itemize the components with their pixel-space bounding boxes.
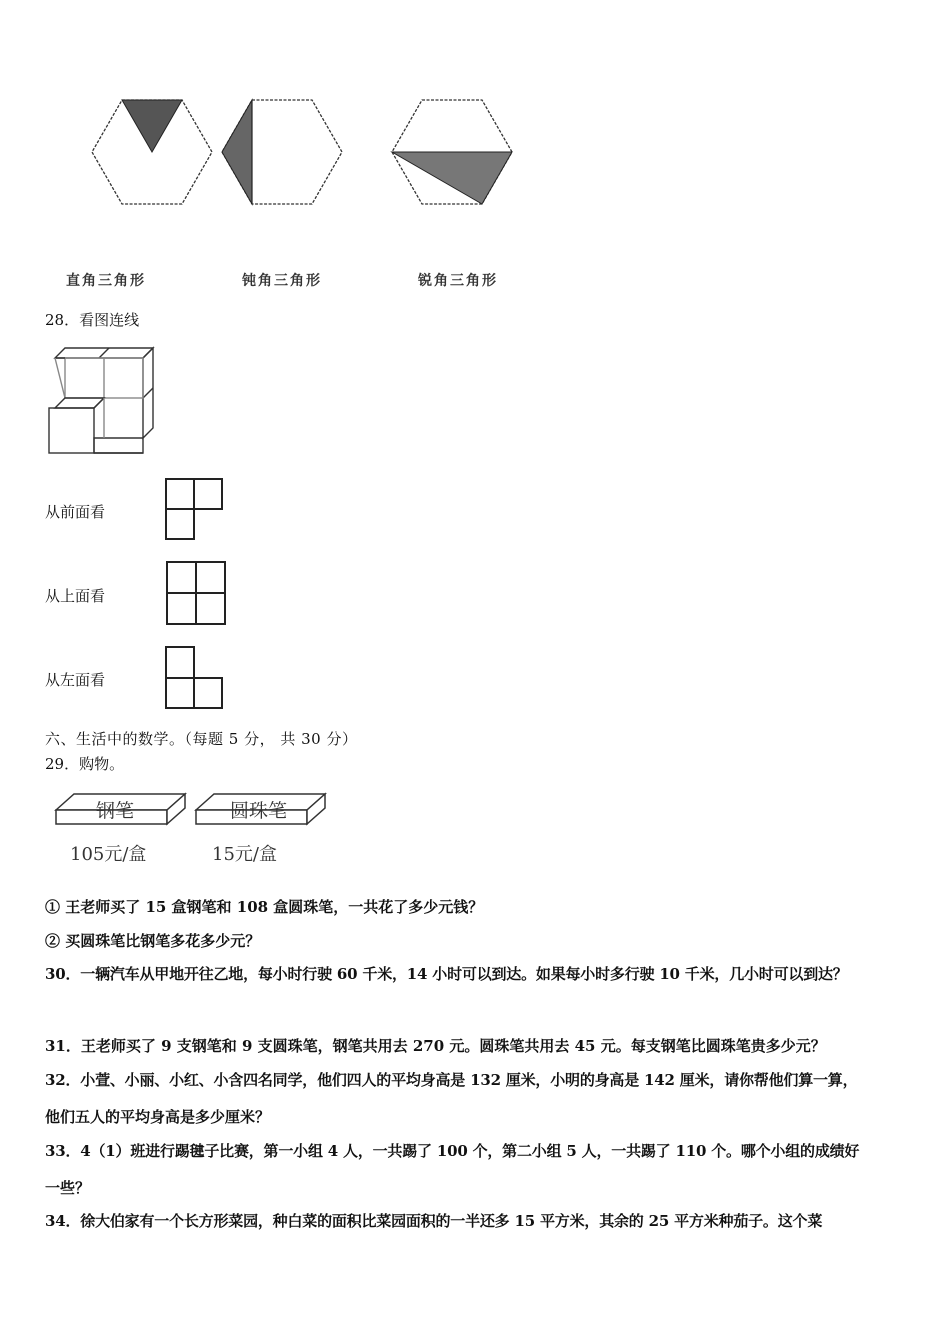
left-view-grid — [160, 643, 230, 713]
pen-boxes-illustration — [50, 790, 340, 830]
box-price-pen: 105元/盒 — [70, 844, 147, 865]
section-6-heading: 六、生活中的数学。（每题 5 分， 共 30 分） — [45, 730, 358, 748]
hex-label-acute: 锐角三角形 — [418, 273, 498, 289]
front-view-grid — [160, 474, 230, 544]
q31-text: 31．王老师买了 9 支钢笔和 9 支圆珠笔，钢笔共用去 270 元。圆珠笔共用去 45 元。每支钢笔比圆珠笔贵多少元？ — [45, 1037, 826, 1055]
hexagon-figures — [40, 90, 530, 215]
hexagon-obtuse-triangle — [222, 100, 342, 204]
q32-line1: 32．小萱、小丽、小红、小含四名同学，他们四人的平均身高是 132 厘米，小明的身高是 142 厘米，请你帮他们算一算， — [45, 1071, 858, 1089]
q34-text: 34．徐大伯家有一个长方形菜园，种白菜的面积比菜园面积的一半还多 15 平方米，其余的 25 平方米种茄子。这个菜 — [45, 1212, 823, 1230]
box-price-ballpen: 15元/盒 — [212, 844, 277, 865]
q33-line1: 33．4（1）班进行踢毽子比赛，第一小组 4 人，一共踢了 100 个，第二小组 5 人，一共踢了 110 个。哪个小组的成绩好 — [45, 1142, 860, 1160]
q32-line2: 他们五人的平均身高是多少厘米？ — [45, 1108, 271, 1126]
top-view-grid — [160, 557, 230, 629]
view-label-front: 从前面看 — [45, 503, 106, 521]
q29-title: 29．购物。 — [45, 755, 125, 773]
q29-sub1: ① 王老师买了 15 盒钢笔和 108 盒圆珠笔，一共花了多少元钱？ — [45, 898, 484, 916]
q29-sub2: ② 买圆珠笔比钢笔多花多少元？ — [45, 932, 261, 950]
hexagon-right-triangle — [92, 100, 212, 204]
q33-line2: 一些？ — [45, 1179, 91, 1197]
cube-solid-figure — [45, 340, 160, 465]
hex-label-right: 直角三角形 — [66, 273, 146, 289]
view-label-left: 从左面看 — [45, 671, 106, 689]
view-label-top: 从上面看 — [45, 587, 106, 605]
box-label-pen: 钢笔 — [96, 800, 135, 822]
q28-title: 28．看图连线 — [45, 311, 140, 329]
box-label-ballpen: 圆珠笔 — [230, 800, 288, 822]
hexagon-acute-triangle — [392, 100, 512, 204]
hex-label-obtuse: 钝角三角形 — [242, 273, 322, 289]
q30-text: 30．一辆汽车从甲地开往乙地，每小时行驶 60 千米，14 小时可以到达。如果每小时多行驶 10 千米，几小时可以到达？ — [45, 965, 848, 983]
